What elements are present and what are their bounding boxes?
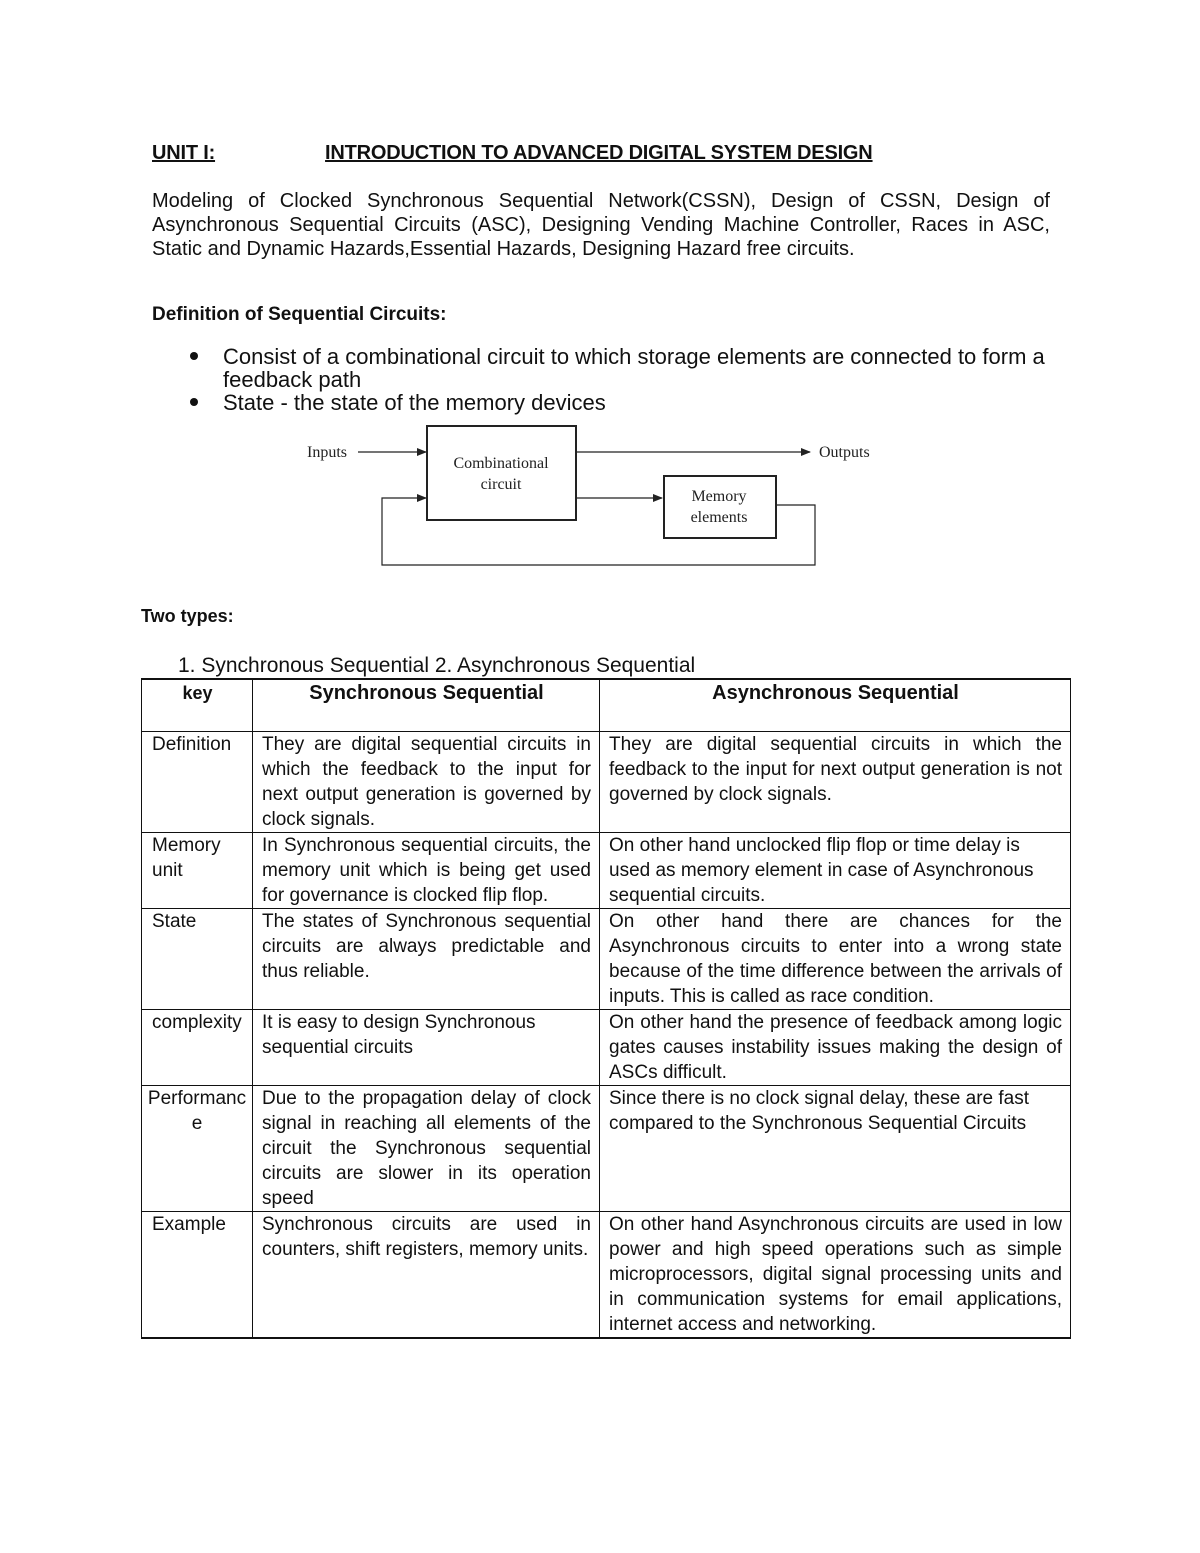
row-key: State xyxy=(142,909,253,1010)
table-row xyxy=(142,1010,1071,1086)
table-row xyxy=(142,1212,1071,1339)
row-key: Memory unit xyxy=(142,833,253,909)
memory-box xyxy=(664,476,776,538)
bullet-icon xyxy=(190,352,198,360)
bullet-icon xyxy=(190,398,198,406)
definition-title: Definition of Sequential Circuits: xyxy=(152,304,447,325)
row-sync: It is easy to design Synchronous sequential circuits xyxy=(253,1010,600,1086)
intro-paragraph: Modeling of Clocked Synchronous Sequential Network(CSSN), Design of CSSN, Design of Asynchronous Sequential Circuits (ASC), Designing Vending Machine Controller, Races in ASC, Static and Dynamic Hazards,Essential Hazards, Designing Hazard free circuits. xyxy=(152,190,1050,260)
row-key: Performance xyxy=(142,1086,253,1212)
row-async: Since there is no clock signal delay, these are fast compared to the Synchronous Sequential Circuits xyxy=(600,1086,1071,1212)
bullet-item xyxy=(190,391,1060,414)
table-row xyxy=(142,833,1071,909)
row-async: On other hand the presence of feedback among logic gates causes instability issues making the design of ASCs difficult. xyxy=(600,1010,1071,1086)
types-list: 1. Synchronous Sequential 2. Asynchronous Sequential xyxy=(178,654,696,677)
header-async: Asynchronous Sequential xyxy=(600,679,1071,732)
memory-label-1: Memory xyxy=(691,488,747,505)
bullet-text: State - the state of the memory devices xyxy=(223,390,606,415)
row-async: On other hand there are chances for the Asynchronous circuits to enter into a wrong state because of the time difference between the arrivals of inputs. This is called as race condition. xyxy=(600,909,1071,1010)
combinational-label-2: circuit xyxy=(480,476,522,493)
table-row xyxy=(142,732,1071,833)
inputs-label: Inputs xyxy=(307,444,347,461)
row-key: Example xyxy=(142,1212,253,1339)
row-key: Definition xyxy=(142,732,253,833)
row-sync: Due to the propagation delay of clock signal in reaching all elements of the circuit the Synchronous sequential circuits are slower in its operation speed xyxy=(253,1086,600,1212)
definition-bullets xyxy=(190,345,1060,414)
table-header-row xyxy=(142,679,1071,732)
combinational-box xyxy=(427,426,576,520)
header-key: key xyxy=(142,679,253,732)
row-async: On other hand Asynchronous circuits are used in low power and high speed operations such as simple microprocessors, digital signal processing units and in communication systems for email applications, internet access and networking. xyxy=(600,1212,1071,1339)
bullet-item xyxy=(190,345,1060,391)
row-sync: They are digital sequential circuits in which the feedback to the input for next output generation is governed by clock signals. xyxy=(253,732,600,833)
table-row xyxy=(142,1086,1071,1212)
row-sync: Synchronous circuits are used in counters, shift registers, memory units. xyxy=(253,1212,600,1339)
row-sync: In Synchronous sequential circuits, the memory unit which is being get used for governance is clocked flip flop. xyxy=(253,833,600,909)
outputs-label: Outputs xyxy=(819,444,870,461)
table-row xyxy=(142,909,1071,1010)
combinational-label-1: Combinational xyxy=(453,455,549,472)
row-sync: The states of Synchronous sequential circuits are always predictable and thus reliable. xyxy=(253,909,600,1010)
types-title: Two types: xyxy=(141,606,234,626)
bullet-text: Consist of a combinational circuit to which storage elements are connected to form a feedback path xyxy=(223,344,1045,392)
unit-label: UNIT I: xyxy=(152,142,216,164)
sequential-circuit-diagram xyxy=(300,420,890,580)
unit-heading xyxy=(152,142,873,165)
row-async: They are digital sequential circuits in which the feedback to the input for next output generation is not governed by clock signals. xyxy=(600,732,1071,833)
row-key: complexity xyxy=(142,1010,253,1086)
row-async: On other hand unclocked flip flop or time delay is used as memory element in case of Asynchronous sequential circuits. xyxy=(600,833,1071,909)
header-sync: Synchronous Sequential xyxy=(253,679,600,732)
unit-title: INTRODUCTION TO ADVANCED DIGITAL SYSTEM DESIGN xyxy=(325,142,873,164)
memory-label-2: elements xyxy=(690,509,748,526)
comparison-table xyxy=(141,678,1071,1339)
